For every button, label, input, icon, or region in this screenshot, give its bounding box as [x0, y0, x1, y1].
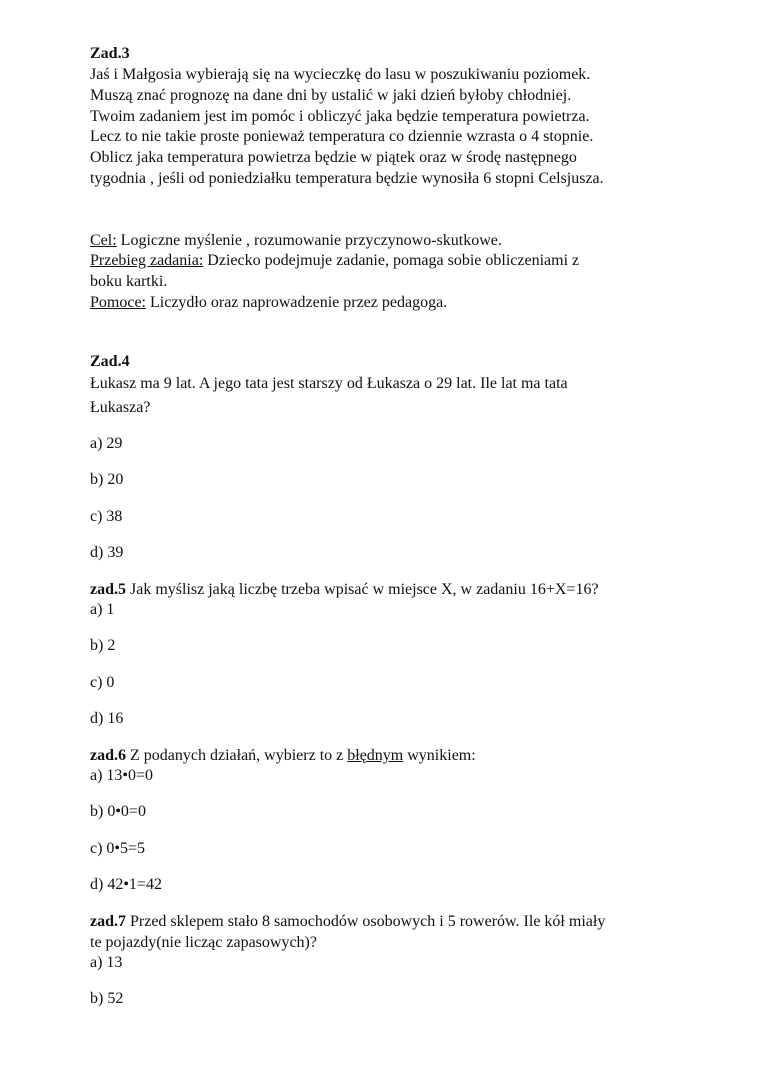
cel-text: Logiczne myślenie , rozumowanie przyczynowo-skutkowe.	[116, 232, 502, 249]
zad4-question-cont: Łukasza?	[90, 399, 151, 416]
zad6-title: zad.6	[90, 747, 126, 764]
zad5-question-text: Jak myślisz jaką liczbę trzeba wpisać w miejsce X, w zadaniu 16+X=16?	[126, 581, 599, 598]
zad3-przebieg	[90, 251, 579, 271]
zad3-text-line: Muszą znać prognozę na dane dni by ustalić w jaki dzień byłoby chłodniej.	[90, 87, 572, 104]
przebieg-label: Przebieg zadania:	[90, 252, 204, 269]
zad3-cel	[90, 231, 502, 251]
zad6-option-a: a) 13•0=0	[90, 767, 154, 784]
zad6-option-c: c) 0•5=5	[90, 840, 146, 857]
zad7-title: zad.7	[90, 913, 126, 930]
zad3-pomoce	[90, 293, 447, 313]
zad7-option-b: b) 52	[90, 990, 124, 1007]
zad7-question-cont: te pojazdy(nie licząc zapasowych)?	[90, 934, 317, 951]
zad7-question-text: Przed sklepem stało 8 samochodów osobowych i 5 rowerów. Ile kół miały	[126, 913, 606, 930]
zad4-option-d: d) 39	[90, 544, 124, 561]
zad6-question-end: wynikiem:	[403, 747, 476, 764]
zad5-option-a: a) 1	[90, 601, 115, 618]
zad4-option-c: c) 38	[90, 508, 123, 525]
pomoce-label: Pomoce:	[90, 294, 146, 311]
zad7-option-a: a) 13	[90, 954, 123, 971]
zad4-question: Łukasz ma 9 lat. A jego tata jest starszy od Łukasza o 29 lat. Ile lat ma tata	[90, 375, 568, 392]
zad4-option-a: a) 29	[90, 435, 123, 452]
cel-label: Cel:	[90, 232, 117, 249]
zad5-option-d: d) 16	[90, 710, 124, 727]
zad3-text-line: Oblicz jaka temperatura powietrza będzie w piątek oraz w środę następnego	[90, 149, 577, 166]
zad5-option-c: c) 0	[90, 674, 115, 691]
zad3-text-line: Twoim zadaniem jest im pomóc i obliczyć jaka będzie temperatura powietrza.	[90, 108, 590, 125]
zad5-question	[90, 580, 599, 600]
zad6-question	[90, 746, 476, 766]
pomoce-text: Liczydło oraz naprowadzenie przez pedagoga.	[146, 294, 448, 311]
zad5-option-b: b) 2	[90, 637, 116, 654]
zad3-text-line: Lecz to nie takie proste ponieważ temperatura co dziennie wzrasta o 4 stopnie.	[90, 128, 594, 145]
zad6-underlined-word: błędnym	[347, 747, 404, 764]
zad6-option-b: b) 0•0=0	[90, 803, 146, 820]
zad4-title: Zad.4	[90, 353, 130, 370]
zad3-title: Zad.3	[90, 45, 130, 62]
zad5-title: zad.5	[90, 581, 126, 598]
przebieg-text: Dziecko podejmuje zadanie, pomaga sobie obliczeniami z	[203, 252, 580, 269]
zad3-text-line: Jaś i Małgosia wybierają się na wycieczkę do lasu w poszukiwaniu poziomek.	[90, 66, 591, 83]
zad6-question-text: Z podanych działań, wybierz to z	[126, 747, 348, 764]
zad3-text-line: tygodnia , jeśli od poniedziałku temperatura będzie wynosiła 6 stopni Celsjusza.	[90, 170, 604, 187]
zad3-przebieg-cont: boku kartki.	[90, 273, 168, 290]
zad6-option-d: d) 42•1=42	[90, 876, 162, 893]
zad7-question	[90, 912, 605, 932]
zad4-option-b: b) 20	[90, 471, 124, 488]
